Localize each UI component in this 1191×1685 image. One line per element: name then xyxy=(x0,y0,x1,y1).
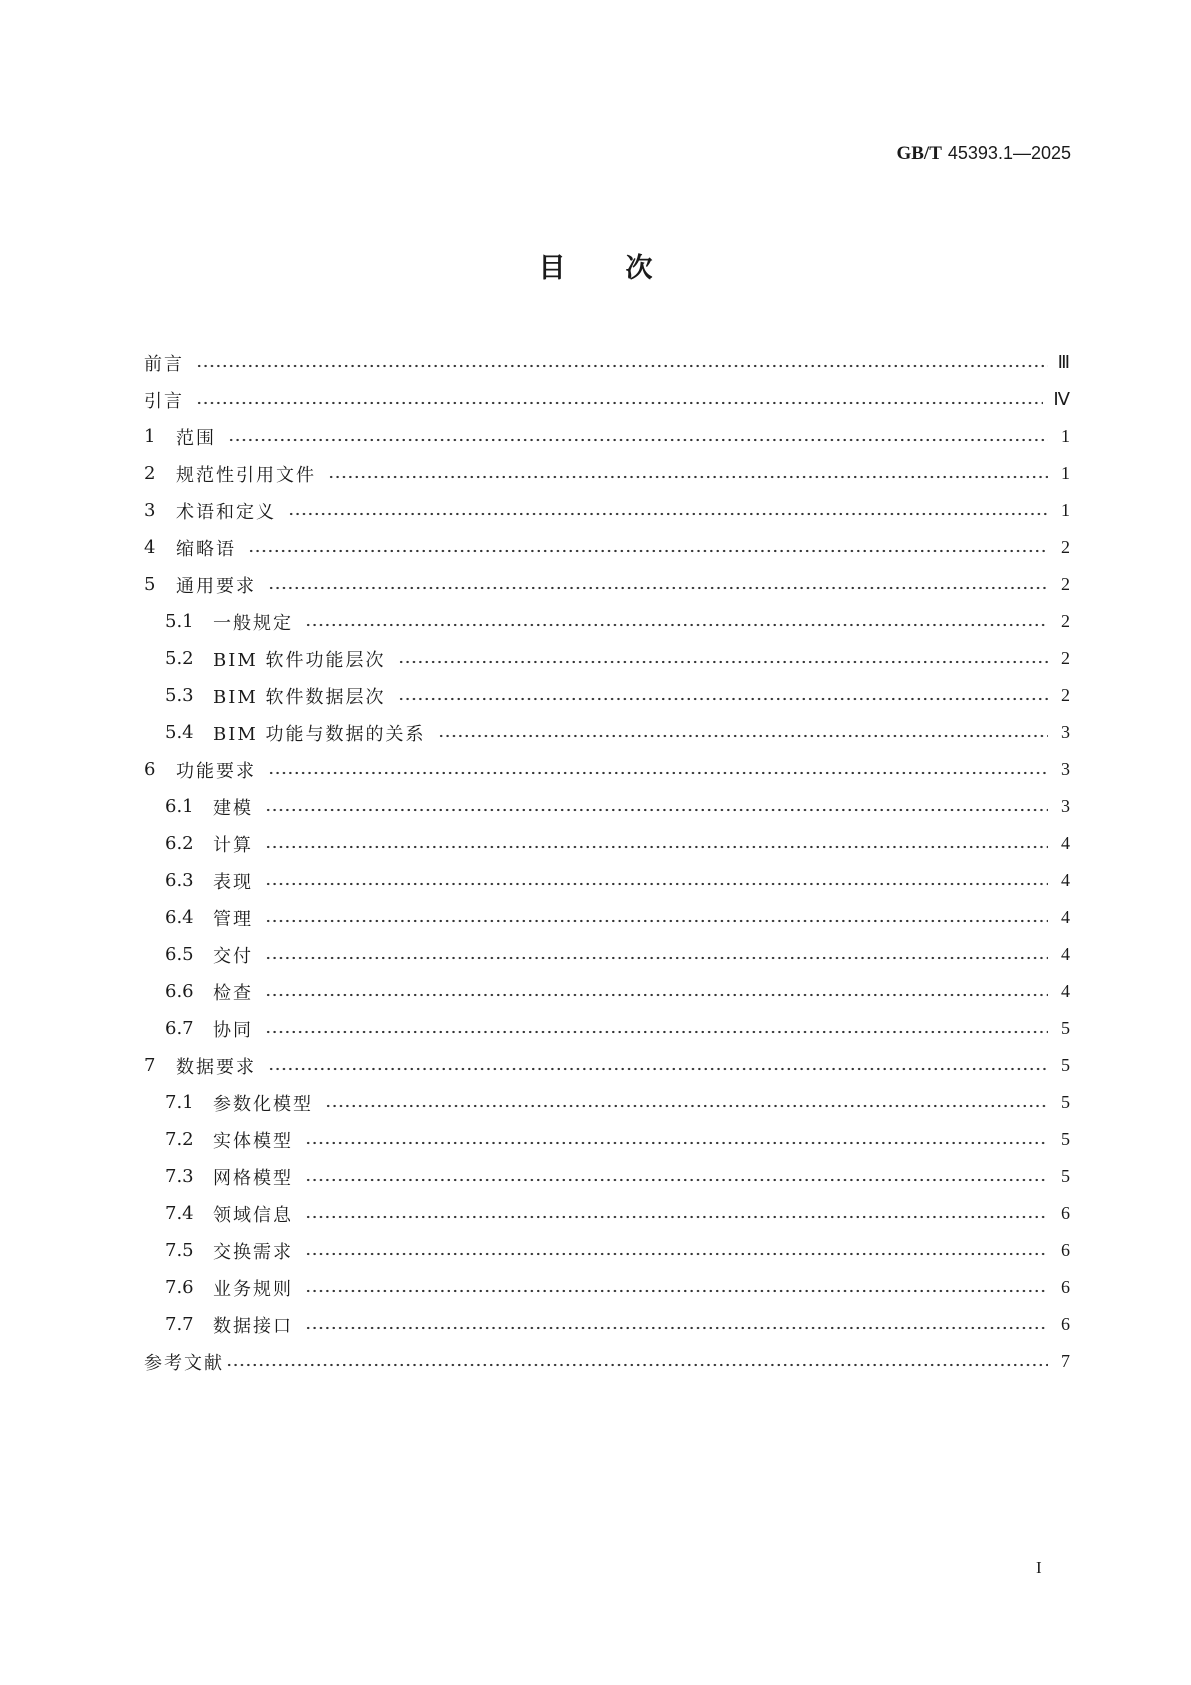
toc-entry-page: 4 xyxy=(1061,981,1070,1001)
toc-entry-page: 5 xyxy=(1061,1092,1070,1112)
dot-leader xyxy=(248,549,1048,553)
toc-entry[interactable] xyxy=(144,566,1070,603)
toc-entry-page: 7 xyxy=(1061,1351,1070,1371)
dot-leader xyxy=(305,1215,1048,1219)
dot-leader xyxy=(265,1030,1048,1034)
toc-entry-label: 功能要求 xyxy=(176,760,256,782)
toc-entry-number: 7.6 xyxy=(165,1277,194,1298)
toc-entry[interactable] xyxy=(144,1158,1070,1195)
dot-leader xyxy=(398,660,1049,664)
toc-entry-page: 4 xyxy=(1061,907,1070,927)
toc-entry-number: 6 xyxy=(144,759,156,780)
dot-leader xyxy=(196,364,1048,368)
toc-entry-page: 3 xyxy=(1061,796,1070,816)
toc-entry-label: 计算 xyxy=(213,834,253,856)
toc-entry-number: 5.2 xyxy=(165,648,194,669)
dot-leader xyxy=(265,845,1048,849)
toc-entry-page: 2 xyxy=(1061,648,1070,668)
toc-entry-number: 7.5 xyxy=(165,1240,194,1261)
standard-number: 45393.1—2025 xyxy=(947,143,1071,163)
toc-entry-number: 6.3 xyxy=(165,870,194,891)
toc-entry-page: 2 xyxy=(1061,611,1070,631)
toc-entry[interactable] xyxy=(144,677,1070,714)
toc-entry-number: 7.2 xyxy=(165,1129,194,1150)
dot-leader xyxy=(196,401,1043,405)
dot-leader xyxy=(305,1289,1048,1293)
toc-entry[interactable] xyxy=(144,344,1070,381)
toc-entry[interactable] xyxy=(144,1343,1070,1380)
toc-entry-label: 网格模型 xyxy=(213,1167,293,1189)
toc-entry-page: 6 xyxy=(1061,1277,1070,1297)
document-code xyxy=(896,143,1071,165)
dot-leader xyxy=(265,882,1048,886)
dot-leader xyxy=(288,512,1048,516)
dot-leader xyxy=(305,1252,1048,1256)
toc-entry-page: 4 xyxy=(1061,944,1070,964)
standard-prefix: GB/T xyxy=(896,143,942,164)
toc-entry[interactable] xyxy=(144,1084,1070,1121)
dot-leader xyxy=(268,1067,1048,1071)
toc-entry-label: 前言 xyxy=(144,353,184,375)
toc-entry[interactable] xyxy=(144,1195,1070,1232)
toc-entry-label: 参数化模型 xyxy=(213,1093,313,1115)
toc-entry[interactable] xyxy=(144,418,1070,455)
toc-entry[interactable] xyxy=(144,788,1070,825)
toc-entry-number: 5.3 xyxy=(165,685,194,706)
toc-entry-page: 3 xyxy=(1061,759,1070,779)
toc-entry-page: 2 xyxy=(1061,685,1070,705)
toc-entry-number: 7.7 xyxy=(165,1314,194,1335)
toc-entry-page: 2 xyxy=(1061,537,1070,557)
dot-leader xyxy=(305,1326,1048,1330)
toc-entry-page: 6 xyxy=(1061,1203,1070,1223)
toc-entry-number: 6.1 xyxy=(165,796,194,817)
toc-entry[interactable] xyxy=(144,1269,1070,1306)
dot-leader xyxy=(265,919,1048,923)
page-title: 目次 xyxy=(538,253,713,284)
toc-entry-number: 7.1 xyxy=(165,1092,194,1113)
toc-entry-page: 1 xyxy=(1061,463,1070,483)
toc-entry-page: 6 xyxy=(1061,1314,1070,1334)
toc-entry-page: 4 xyxy=(1061,833,1070,853)
dot-leader xyxy=(328,475,1048,479)
toc-entry-number: 6.7 xyxy=(165,1018,194,1039)
toc-entry-number: 1 xyxy=(144,426,156,447)
toc-entry[interactable] xyxy=(144,381,1070,418)
toc-entry-page: 5 xyxy=(1061,1018,1070,1038)
toc-entry-number: 6.4 xyxy=(165,907,194,928)
dot-leader xyxy=(268,586,1048,590)
page-number: I xyxy=(1036,1558,1042,1577)
toc-entry-page: Ⅲ xyxy=(1057,352,1070,372)
toc-entry-page: 1 xyxy=(1061,426,1070,446)
toc-entry[interactable] xyxy=(144,1232,1070,1269)
toc-entry-label: 一般规定 xyxy=(213,612,293,634)
toc-entry-label: 交付 xyxy=(213,945,253,967)
toc-entry-number: 6.5 xyxy=(165,944,194,965)
toc-entry-number: 5 xyxy=(144,574,156,595)
toc-entry-page: 3 xyxy=(1061,722,1070,742)
toc-entry[interactable] xyxy=(144,825,1070,862)
toc-entry-label: 检查 xyxy=(213,982,253,1004)
toc-entry-label: 通用要求 xyxy=(176,575,256,597)
toc-entry[interactable] xyxy=(144,714,1070,751)
toc-entry[interactable] xyxy=(144,603,1070,640)
toc-entry-label: 表现 xyxy=(213,871,253,893)
dot-leader xyxy=(226,1363,1048,1367)
toc-entry[interactable] xyxy=(144,1047,1070,1084)
toc-entry[interactable] xyxy=(144,936,1070,973)
dot-leader xyxy=(438,734,1049,738)
toc-entry[interactable] xyxy=(144,1121,1070,1158)
toc-entry-page: Ⅳ xyxy=(1053,389,1070,409)
dot-leader xyxy=(265,993,1048,997)
toc-entry-number: 6.6 xyxy=(165,981,194,1002)
toc-entry-label: 管理 xyxy=(213,908,253,930)
dot-leader xyxy=(268,771,1048,775)
dot-leader xyxy=(265,956,1048,960)
toc-entry-number: 7 xyxy=(144,1055,156,1076)
toc-entry-label: 引言 xyxy=(144,390,184,412)
toc-entry-number: 5.1 xyxy=(165,611,194,632)
toc-entry-label: 数据要求 xyxy=(176,1056,256,1078)
toc-entry-label: 范围 xyxy=(176,427,216,449)
toc-entry-label: 术语和定义 xyxy=(176,501,276,523)
toc-entry-page: 6 xyxy=(1061,1240,1070,1260)
toc-entry-number: 4 xyxy=(144,537,156,558)
toc-entry-page: 2 xyxy=(1061,574,1070,594)
toc-entry[interactable] xyxy=(144,751,1070,788)
toc-entry[interactable] xyxy=(144,973,1070,1010)
toc-entry[interactable] xyxy=(144,640,1070,677)
toc-entry-label: 缩略语 xyxy=(176,538,236,560)
toc-entry-number: 3 xyxy=(144,500,156,521)
toc-entry-number: 6.2 xyxy=(165,833,194,854)
toc-entry-page: 5 xyxy=(1061,1129,1070,1149)
toc-entry[interactable] xyxy=(144,1306,1070,1343)
toc-entry-number: 7.4 xyxy=(165,1203,194,1224)
toc-entry[interactable] xyxy=(144,492,1070,529)
toc-entry-label: BIM 软件功能层次 xyxy=(213,649,386,671)
toc-entry-label: 协同 xyxy=(213,1019,253,1041)
toc-entry[interactable] xyxy=(144,529,1070,566)
toc-entry-label: 规范性引用文件 xyxy=(176,464,316,486)
dot-leader xyxy=(305,1141,1048,1145)
toc-entry-page: 5 xyxy=(1061,1166,1070,1186)
toc-entry-label: 实体模型 xyxy=(213,1130,293,1152)
toc-entry-label: BIM 功能与数据的关系 xyxy=(213,723,426,745)
toc-entry-label: BIM 软件数据层次 xyxy=(213,686,386,708)
toc-entry-label: 参考文献 xyxy=(144,1352,224,1374)
toc-entry[interactable] xyxy=(144,455,1070,492)
table-of-contents xyxy=(144,344,1070,1380)
toc-entry-number: 2 xyxy=(144,463,156,484)
toc-entry-label: 业务规则 xyxy=(213,1278,293,1300)
dot-leader xyxy=(305,623,1048,627)
toc-entry[interactable] xyxy=(144,899,1070,936)
toc-entry-number: 7.3 xyxy=(165,1166,194,1187)
toc-entry-page: 5 xyxy=(1061,1055,1070,1075)
dot-leader xyxy=(228,438,1048,442)
toc-entry-page: 4 xyxy=(1061,870,1070,890)
dot-leader xyxy=(398,697,1049,701)
toc-entry-label: 数据接口 xyxy=(213,1315,293,1337)
toc-entry-label: 领域信息 xyxy=(213,1204,293,1226)
toc-entry-page: 1 xyxy=(1061,500,1070,520)
dot-leader xyxy=(265,808,1048,812)
toc-entry[interactable] xyxy=(144,862,1070,899)
toc-entry-label: 建模 xyxy=(213,797,253,819)
dot-leader xyxy=(325,1104,1048,1108)
dot-leader xyxy=(305,1178,1048,1182)
toc-entry-number: 5.4 xyxy=(165,722,194,743)
toc-entry-label: 交换需求 xyxy=(213,1241,293,1263)
toc-entry[interactable] xyxy=(144,1010,1070,1047)
